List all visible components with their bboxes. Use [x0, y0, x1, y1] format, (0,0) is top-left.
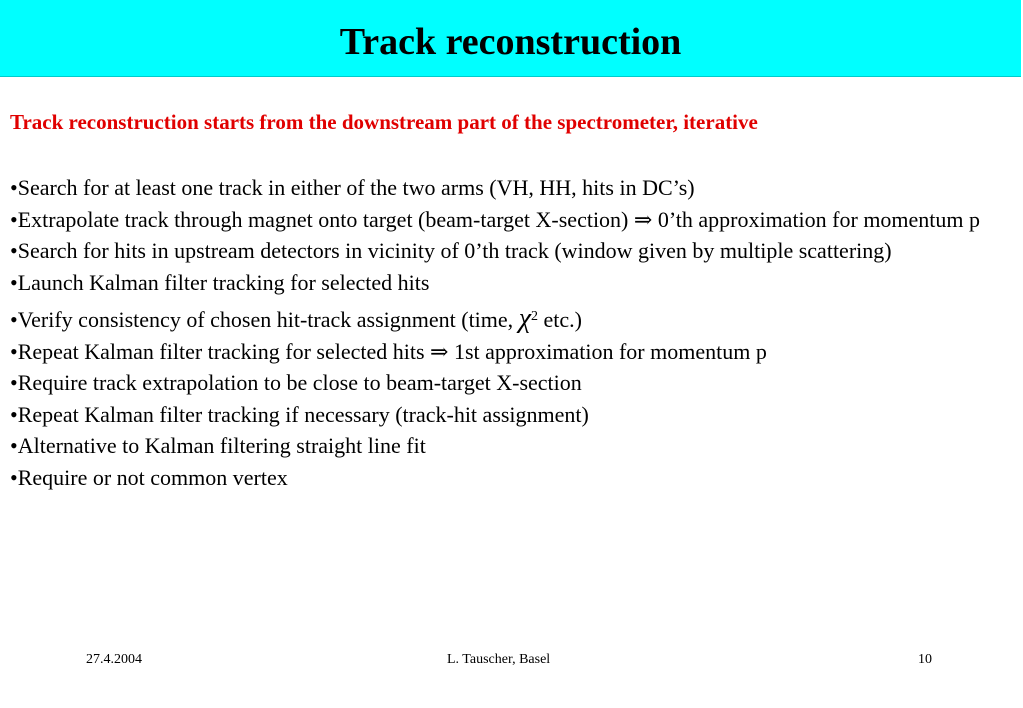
- bullet-text: etc.): [538, 307, 582, 332]
- bullet-item: •Require or not common vertex: [10, 464, 288, 490]
- bullet-item: •Require track extrapolation to be close to beam-target X-section: [10, 370, 582, 395]
- bullet-item: •Repeat Kalman filter tracking for selected hits ⇒ 1st approximation for momentum p: [10, 338, 767, 364]
- bullet-item: •Alternative to Kalman filtering straight line fit: [10, 433, 426, 458]
- slide-title: Track reconstruction: [339, 21, 682, 63]
- bullet-item: •Search for at least one track in either of the two arms (VH, HH, hits in DC’s): [10, 175, 695, 200]
- title-bar: [0, 0, 1021, 77]
- bullet-item: •Extrapolate track through magnet onto target (beam-target X-section) ⇒ 0’th approximation for momentum p: [10, 206, 981, 232]
- bullet-item: •Search for hits in upstream detectors in vicinity of 0’th track (window given by multiple scattering): [10, 238, 892, 263]
- footer-author: L. Tauscher, Basel: [447, 652, 551, 667]
- bullet-item: •Repeat Kalman filter tracking if necessary (track-hit assignment): [10, 401, 589, 427]
- chi-symbol: χ: [518, 303, 532, 334]
- bullet-text: •Verify consistency of chosen hit-track assignment (time,: [10, 307, 519, 332]
- slide-subtitle: Track reconstruction starts from the downstream part of the spectrometer, iterative: [10, 110, 758, 134]
- bullet-item: [10, 301, 995, 336]
- bullet-item: •Launch Kalman filter tracking for selected hits: [10, 269, 430, 295]
- footer-date: 27.4.2004: [86, 652, 142, 667]
- bullet-list: [10, 172, 995, 493]
- superscript: 2: [531, 309, 539, 324]
- page-number: 10: [918, 652, 932, 667]
